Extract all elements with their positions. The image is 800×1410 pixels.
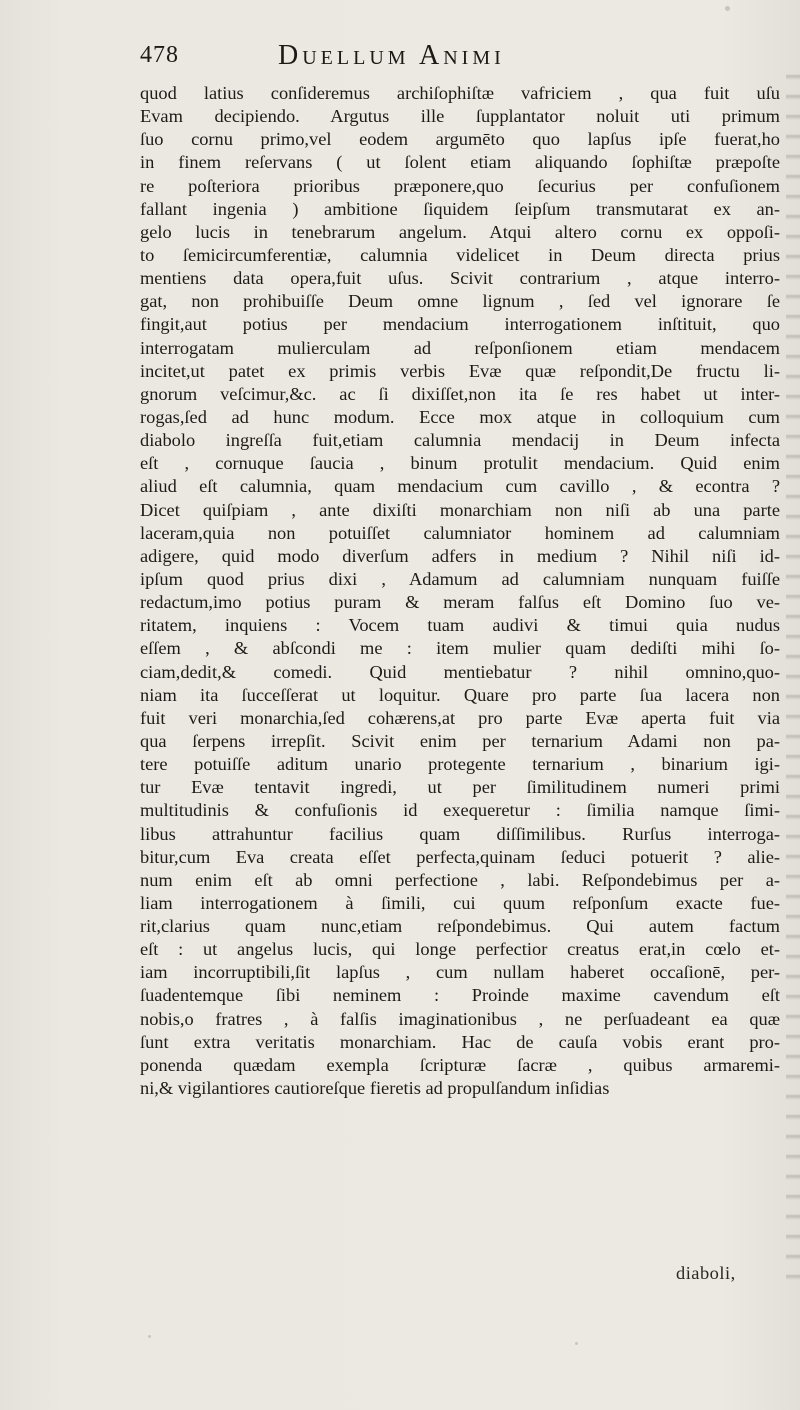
body-text (140, 82, 780, 1100)
text-line: ponenda quædam exempla ſcripturæ ſacræ , quibus armaremi- (140, 1054, 780, 1075)
text-line: gat, non prohibuiſſe Deum omne lignum , ſed vel ignorare ſe (140, 291, 780, 312)
text-line: fuit veri monarchia,ſed cohærens,at pro parte Evæ aperta fuit via (140, 707, 780, 728)
text-line: to ſemicircumferentiæ, calumnia videlicet in Deum directa prius (140, 244, 780, 265)
text-line: ipſum quod prius dixi , Adamum ad calumniam nunquam fuiſſe (140, 568, 780, 589)
catchword: diaboli, (676, 1263, 736, 1283)
text-line: Dicet quiſpiam , ante dixiſti monarchiam non niſi ab una parte (140, 499, 780, 520)
text-line: aliud eſt calumnia, quam mendacium cum cavillo , & econtra ? (140, 476, 780, 497)
text-line: tur Evæ tentavit ingredi, ut per ſimilitudinem numeri primi (140, 777, 780, 798)
text-line: liam interrogationem à ſimili, cui quum reſponſum exacte fue- (140, 892, 780, 913)
text-line: niam ita ſucceſſerat ut loquitur. Quare pro parte ſua lacera non (140, 684, 780, 705)
text-line: rit,clarius quam nunc,etiam reſpondebimus. Qui autem factum (140, 916, 780, 937)
page-header (140, 42, 740, 76)
text-line: ni,& vigilantiores cautioreſque fieretis ad propulſandum inſidias (140, 1078, 610, 1099)
ink-blot (148, 1335, 151, 1338)
ink-blot (725, 6, 730, 11)
text-line: interrogatam mulierculam ad reſponſionem etiam mendacem (140, 337, 780, 358)
text-line: num enim eſt ab omni perfectione , labi. Reſpondebimus per a- (140, 869, 780, 890)
text-line: nobis,o fratres , à falſis imaginationibus , ne perſuadeant ea quæ (140, 1008, 780, 1029)
text-line: multitudinis & confuſionis id exequeretur : ſimilia namque ſimi- (140, 800, 780, 821)
text-line: ciam,dedit,& comedi. Quid mentiebatur ? nihil omnino,quo- (140, 661, 780, 682)
text-line: rogas,ſed ad hunc modum. Ecce mox atque in colloquium cum (140, 406, 780, 427)
text-line: gelo lucis in tenebrarum angelum. Atqui altero cornu ex oppoſi- (140, 221, 780, 242)
text-line: fingit,aut potius per mendacium interrogationem inſtituit, quo (140, 314, 780, 335)
running-head: Duellum Animi (278, 40, 505, 71)
text-line: fallant ingenia ) ambitione ſiquidem ſeipſum transmutarat ex an- (140, 198, 780, 219)
text-line: diabolo ingreſſa fuit,etiam calumnia mendacij in Deum infecta (140, 430, 780, 451)
text-line: ſuadentemque ſibi neminem : Proinde maxime cavendum eſt (140, 985, 780, 1006)
text-line: eſt : ut angelus lucis, qui longe perfectior creatus erat,in cœlo et- (140, 939, 780, 960)
text-line: qua ſerpens irrepſit. Scivit enim per ternarium Adami non pa- (140, 730, 780, 751)
page-number: 478 (140, 42, 179, 68)
text-line: Evam decipiendo. Argutus ille ſupplantator noluit uti primum (140, 106, 780, 127)
text-line: gnorum veſcimur,&c. ac ſi dixiſſet,non ita ſe res habet ut inter- (140, 383, 780, 404)
text-line: in finem reſervans ( ut ſolent etiam aliquando ſophiſtæ præpoſte (140, 152, 780, 173)
text-line: libus attrahuntur facilius quam diſſimilibus. Rurſus interroga- (140, 823, 780, 844)
ink-blot (575, 1342, 578, 1345)
text-line: redactum,imo potius puram & meram falſus eſt Domino ſuo ve- (140, 592, 780, 613)
text-line: re poſteriora prioribus præponere,quo ſecurius per confuſionem (140, 175, 780, 196)
page-edge-shadow (786, 60, 800, 1290)
text-line: laceram,quia non potuiſſet calumniator hominem ad calumniam (140, 522, 780, 543)
text-line: ſunt extra veritatis monarchiam. Hac de cauſa vobis erant pro- (140, 1031, 780, 1052)
text-line: incitet,ut patet ex primis verbis Evæ quæ reſpondit,De fructu li- (140, 360, 780, 381)
text-line: eſt , cornuque ſaucia , binum protulit mendacium. Quid enim (140, 453, 780, 474)
text-line: tere potuiſſe aditum unario protegente ternarium , binarium igi- (140, 754, 780, 775)
text-line: mentiens data opera,fuit uſus. Scivit contrarium , atque interro- (140, 268, 780, 289)
text-line: eſſem , & abſcondi me : item mulier quam dediſti mihi ſo- (140, 638, 780, 659)
text-line: ritatem, inquiens : Vocem tuam audivi & timui quia nudus (140, 615, 780, 636)
text-line: ſuo cornu primo,vel eodem argumēto quo lapſus ipſe fuerat,ho (140, 129, 780, 150)
text-line: quod latius conſideremus archiſophiſtæ vafriciem , qua fuit uſu (140, 83, 780, 103)
text-line: iam incorruptibili,ſit lapſus , cum nullam haberet occaſionē, per- (140, 962, 780, 983)
text-line: bitur,cum Eva creata eſſet perfecta,quinam ſeduci potuerit ? alie- (140, 846, 780, 867)
text-line: adigere, quid modo diverſum adfers in medium ? Nihil niſi id- (140, 545, 780, 566)
